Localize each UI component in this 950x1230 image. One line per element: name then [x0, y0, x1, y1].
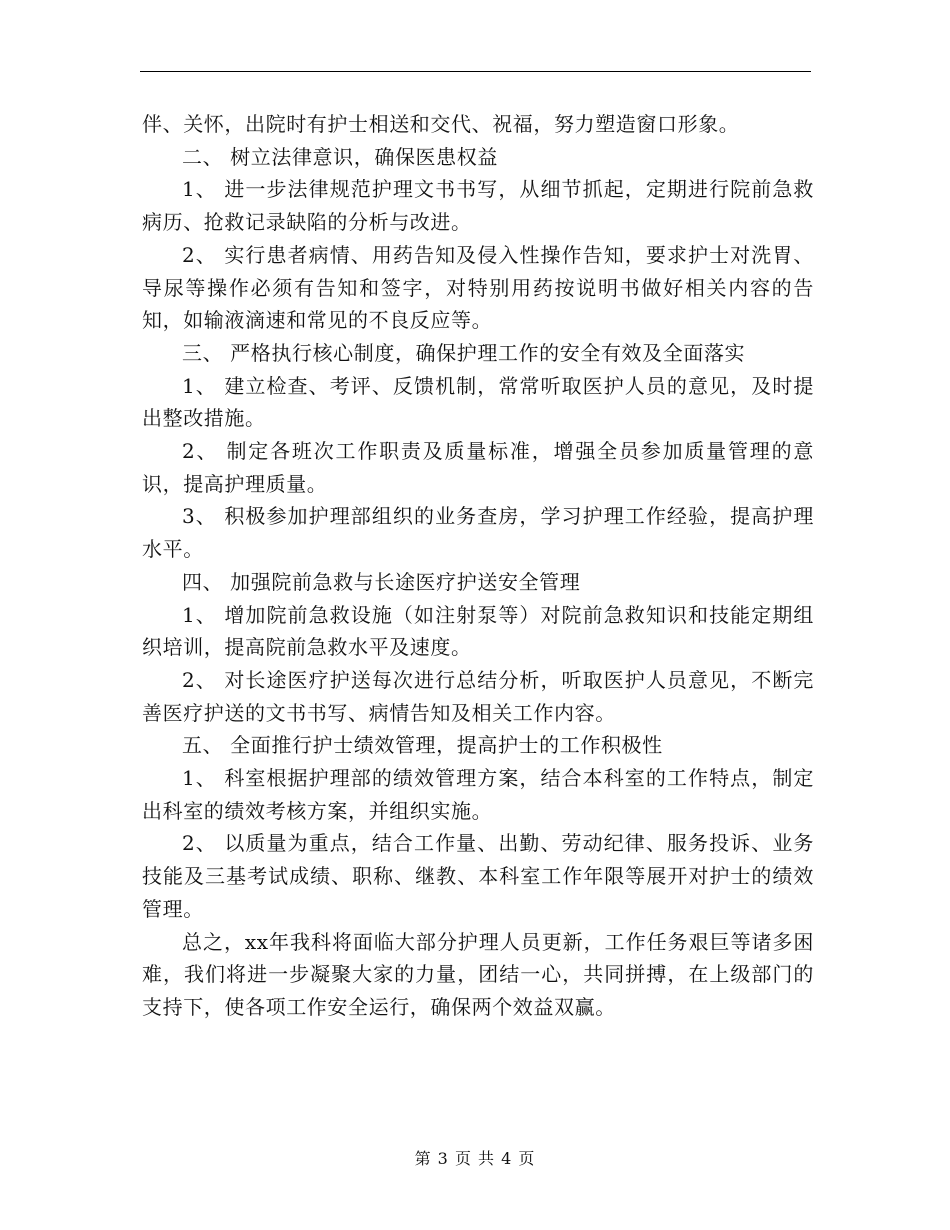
document-body	[142, 108, 814, 1024]
list-item: 1、 建立检查、考评、反馈机制，常常听取医护人员的意见，及时提出整改措施。	[142, 373, 814, 431]
conclusion-paragraph: 总之，xx年我科将面临大部分护理人员更新，工作任务艰巨等诸多困难，我们将进一步凝聚大家的力量，团结一心，共同拼搏，在上级部门的支持下，使各项工作安全运行，确保两个效益双赢。	[142, 929, 814, 1019]
list-item: 2、 实行患者病情、用药告知及侵入性操作告知，要求护士对洗胃、导尿等操作必须有告知和签字，对特别用药按说明书做好相关内容的告知，如输液滴速和常见的不良反应等。	[142, 242, 814, 333]
section-heading-4: 四、 加强院前急救与长途医疗护送安全管理	[182, 569, 581, 594]
header-rule	[140, 71, 811, 72]
list-item: 1、 增加院前急救设施（如注射泵等）对院前急救知识和技能定期组织培训，提高院前急救水平及速度。	[142, 602, 814, 660]
list-item: 3、 积极参加护理部组织的业务查房，学习护理工作经验，提高护理水平。	[142, 504, 814, 562]
section-heading-3: 三、 严格执行核心制度，确保护理工作的安全有效及全面落实	[182, 340, 746, 365]
paragraph-continuation: 伴、关怀，出院时有护士相送和交代、祝福，努力塑造窗口形象。	[142, 112, 740, 136]
list-item: 1、 科室根据护理部的绩效管理方案，结合本科室的工作特点，制定出科室的绩效考核方案，并组织实施。	[142, 766, 814, 823]
list-item: 2、 对长途医疗护送每次进行总结分析，听取医护人员意见，不断完善医疗护送的文书书写、病情告知及相关工作内容。	[142, 667, 814, 725]
page-footer	[0, 1146, 950, 1169]
section-heading-2: 二、 树立法律意识，确保医患权益	[182, 144, 498, 169]
list-item: 1、 进一步法律规范护理文书书写，从细节抓起，定期进行院前急救病历、抢救记录缺陷的分析与改进。	[142, 177, 814, 235]
page-number: 第 3 页 共 4 页	[414, 1149, 536, 1168]
list-item: 2、 以质量为重点，结合工作量、出勤、劳动纪律、服务投诉、业务技能及三基考试成绩、职称、继教、本科室工作年限等展开对护士的绩效管理。	[142, 831, 814, 921]
section-heading-5: 五、 全面推行护士绩效管理，提高护士的工作积极性	[182, 733, 663, 758]
list-item: 2、 制定各班次工作职责及质量标准，增强全员参加质量管理的意识，提高护理质量。	[142, 439, 814, 496]
